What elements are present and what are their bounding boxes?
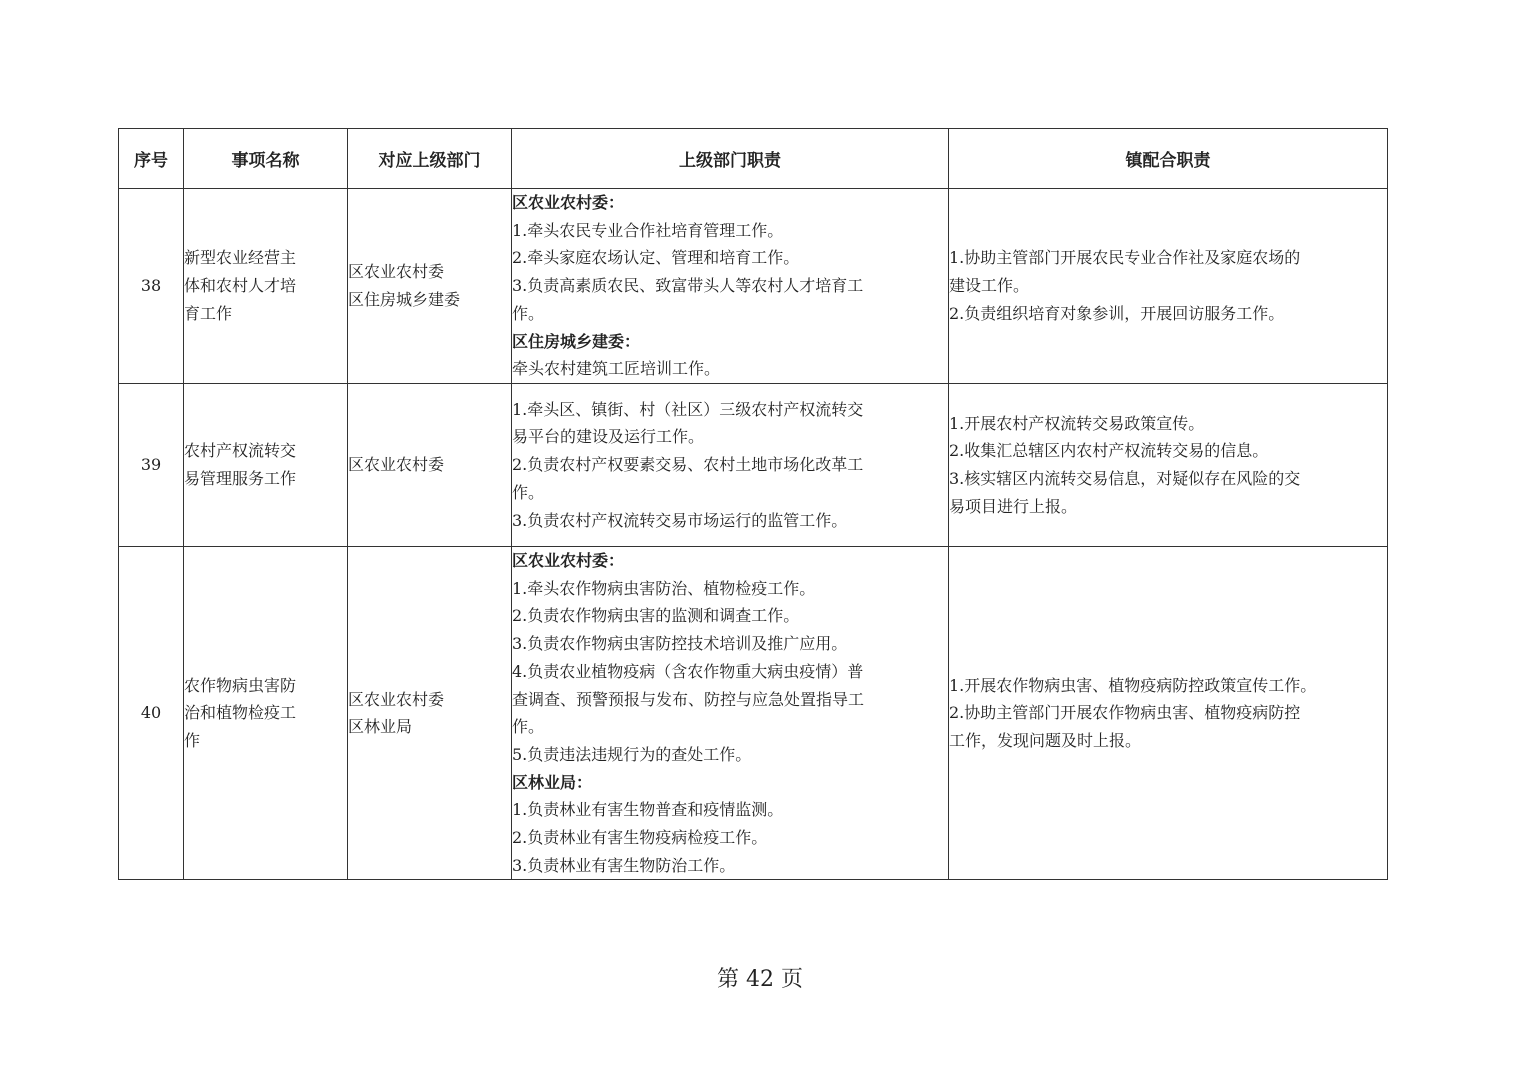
cell-line: 体和农村人才培 (184, 276, 297, 296)
row-item-name (184, 547, 348, 880)
duty-line: 1.牵头农作物病虫害防治、植物检疫工作。 (512, 578, 816, 598)
row-dept (348, 384, 512, 547)
cell-line: 2.负责组织培育对象参训，开展回访服务工作。 (949, 303, 1285, 323)
cell-line: 农作物病虫害防 (184, 675, 297, 695)
cell-line: 农村产权流转交 (184, 441, 297, 461)
row-item-name (184, 189, 348, 384)
cell-line: 3.核实辖区内流转交易信息，对疑似存在风险的交 (949, 469, 1301, 488)
table-row (119, 384, 1388, 547)
header-dept-duty: 上级部门职责 (512, 129, 949, 189)
duty-line: 2.牵头家庭农场认定、管理和培育工作。 (512, 248, 800, 268)
table-row (119, 547, 1388, 880)
row-dept-duty (512, 547, 949, 880)
duty-line: 查调查、预警预报与发布、防控与应急处置指导工 (512, 689, 865, 709)
table-header-row (119, 129, 1388, 189)
duty-line: 2.负责农作物病虫害的监测和调查工作。 (512, 606, 800, 626)
duty-line: 1.牵头农民专业合作社培育管理工作。 (512, 220, 784, 240)
cell-line: 易管理服务工作 (184, 469, 297, 488)
duty-line: 易平台的建设及运行工作。 (512, 427, 705, 447)
header-item-name: 事项名称 (184, 129, 348, 189)
header-seq: 序号 (119, 129, 184, 189)
duty-line: 作。 (512, 482, 545, 502)
row-dept-duty (512, 384, 949, 547)
row-seq: 38 (119, 189, 184, 384)
page-number: 第 42 页 (717, 967, 803, 992)
duty-line: 1.牵头区、镇街、村（社区）三级农村产权流转交 (512, 399, 864, 419)
duty-line: 3.负责农村产权流转交易市场运行的监管工作。 (512, 510, 848, 530)
header-town-duty: 镇配合职责 (949, 129, 1388, 189)
header-dept: 对应上级部门 (348, 129, 512, 189)
row-town-duty (949, 547, 1388, 880)
duty-table (118, 128, 1388, 880)
dept-heading: 区住房城乡建委： (512, 331, 641, 351)
cell-line: 区农业农村委 (348, 262, 445, 282)
duty-line: 2.负责林业有害生物疫病检疫工作。 (512, 828, 768, 848)
row-seq: 39 (119, 384, 184, 547)
cell-line: 区农业农村委 (348, 689, 445, 709)
cell-line: 作 (184, 731, 201, 751)
row-seq: 40 (119, 547, 184, 880)
cell-line: 新型农业经营主 (184, 248, 297, 268)
duty-line: 3.负责林业有害生物防治工作。 (512, 855, 736, 875)
cell-line: 工作，发现问题及时上报。 (949, 731, 1142, 751)
duty-line: 3.负责农作物病虫害防控技术培训及推广应用。 (512, 634, 848, 654)
cell-line: 易项目进行上报。 (949, 496, 1078, 516)
duty-line: 2.负责农村产权要素交易、农村土地市场化改革工 (512, 455, 864, 475)
cell-line: 治和植物检疫工 (184, 703, 297, 723)
duty-line: 4.负责农业植物疫病（含农作物重大病虫疫情）普 (512, 661, 864, 681)
duty-line: 作。 (512, 303, 545, 323)
duty-line: 5.负责违法违规行为的查处工作。 (512, 744, 752, 764)
cell-line: 1.协助主管部门开展农民专业合作社及家庭农场的 (949, 248, 1301, 268)
row-item-name (184, 384, 348, 547)
cell-line: 区农业农村委 (348, 455, 445, 475)
cell-line: 2.收集汇总辖区内农村产权流转交易的信息。 (949, 441, 1269, 461)
row-dept-duty (512, 189, 949, 384)
row-town-duty (949, 384, 1388, 547)
duty-line: 1.负责林业有害生物普查和疫情监测。 (512, 800, 784, 820)
row-dept (348, 547, 512, 880)
table-row (119, 189, 1388, 384)
cell-line: 1.开展农作物病虫害、植物疫病防控政策宣传工作。 (949, 675, 1317, 695)
cell-line: 建设工作。 (949, 276, 1030, 296)
cell-line: 2.协助主管部门开展农作物病虫害、植物疫病防控 (949, 703, 1301, 723)
row-town-duty (949, 189, 1388, 384)
duty-line: 作。 (512, 717, 545, 737)
row-dept (348, 189, 512, 384)
cell-line: 1.开展农村产权流转交易政策宣传。 (949, 413, 1205, 433)
duty-line: 牵头农村建筑工匠培训工作。 (512, 359, 721, 379)
cell-line: 区林业局 (348, 717, 413, 737)
dept-heading: 区农业农村委： (512, 193, 625, 213)
cell-line: 区住房城乡建委 (348, 290, 461, 309)
dept-heading: 区农业农村委： (512, 551, 625, 570)
dept-heading: 区林业局： (512, 772, 593, 792)
cell-line: 育工作 (184, 303, 233, 323)
duty-line: 3.负责高素质农民、致富带头人等农村人才培育工 (512, 276, 864, 296)
